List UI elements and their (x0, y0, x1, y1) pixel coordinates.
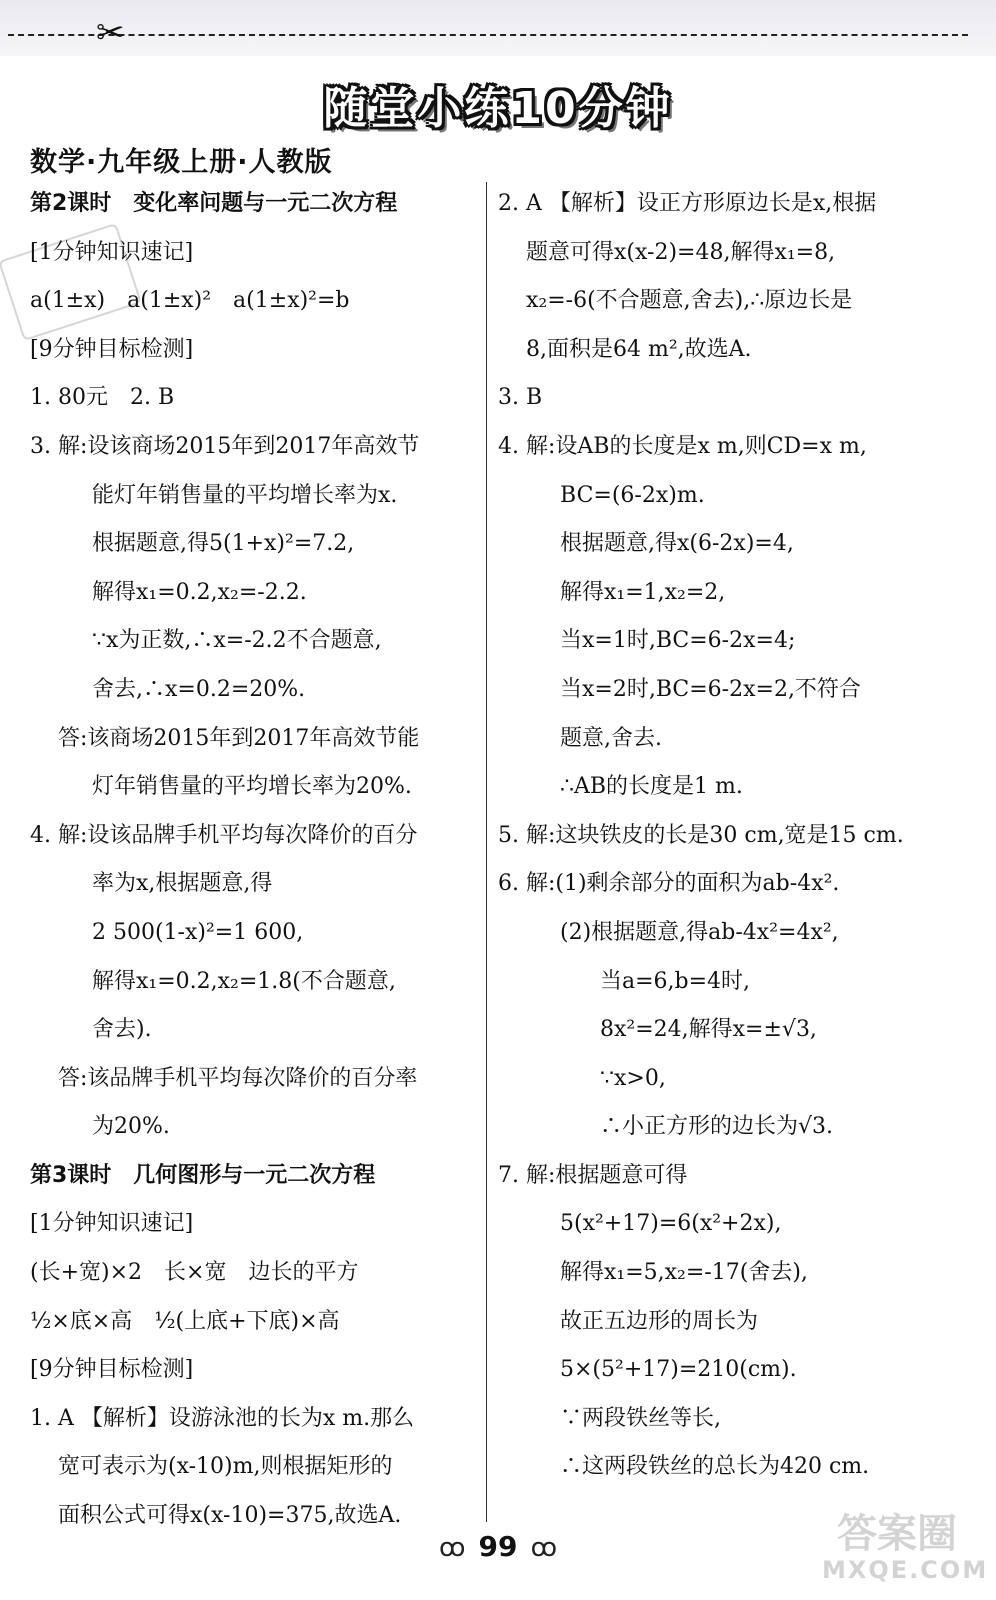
section-heading: 第3课时 几何图形与一元二次方程 (30, 1162, 376, 1188)
scissors-icon: ✂ (96, 13, 125, 53)
answer-line: [1分钟知识速记] (30, 1211, 194, 1237)
answer-line: 舍去,∴x=0.2=20%. (92, 676, 306, 702)
column-divider (486, 182, 487, 1522)
dashed-cut-line (8, 34, 968, 36)
answer-line: 解得x₁=0.2,x₂=-2.2. (92, 579, 307, 605)
answer-line: 1. 80元 2. B (30, 385, 175, 411)
answer-line: ∴小正方形的边长为√3. (600, 1114, 834, 1140)
answer-line: 面积公式可得x(x-10)=375,故选A. (58, 1503, 402, 1529)
answer-line: 5×(5²+17)=210(cm). (560, 1357, 797, 1383)
answer-line: 解得x₁=1,x₂=2, (560, 579, 726, 605)
answer-line: 4. 解:设该品牌手机平均每次降价的百分 (30, 822, 418, 848)
answer-line: 7. 解:根据题意可得 (498, 1162, 688, 1188)
page-title: 随堂小练10分钟 (323, 83, 673, 134)
answer-line: ½×底×高 ½(上底+下底)×高 (30, 1308, 340, 1334)
answer-line: 能灯年销售量的平均增长率为x. (92, 482, 398, 508)
answer-line: 5(x²+17)=6(x²+2x), (560, 1211, 782, 1237)
answer-line: 率为x,根据题意,得 (92, 871, 273, 897)
answer-line: 题意可得x(x-2)=48,解得x₁=8, (526, 239, 836, 265)
left-ornament-icon: ꝏ (438, 1533, 466, 1563)
answer-line: ∴AB的长度是1 m. (560, 774, 743, 800)
cut-line-strip (0, 0, 996, 56)
answer-line: 当x=2时,BC=6-2x=2,不符合 (560, 676, 861, 702)
answer-line: 宽可表示为(x-10)m,则根据矩形的 (58, 1454, 393, 1480)
answer-line: 灯年销售量的平均增长率为20%. (92, 774, 412, 800)
answer-line: 答:该品牌手机平均每次降价的百分率 (58, 1065, 418, 1091)
right-ornament-icon: ꝏ (530, 1533, 558, 1563)
answer-line: 8x²=24,解得x=±√3, (600, 1017, 817, 1043)
answer-line: 解得x₁=0.2,x₂=1.8(不合题意, (92, 968, 396, 994)
answer-line: 题意,舍去. (560, 725, 662, 751)
answer-line: 2. A 【解析】设正方形原边长是x,根据 (498, 191, 877, 216)
answer-line: 5. 解:这块铁皮的长是30 cm,宽是15 cm. (498, 822, 904, 848)
answer-line: ∵x>0, (600, 1065, 666, 1091)
answer-line: 当a=6,b=4时, (600, 968, 751, 994)
answer-line: 4. 解:设AB的长度是x m,则CD=x m, (498, 433, 867, 459)
answer-line: 根据题意,得5(1+x)²=7.2, (92, 531, 355, 557)
answer-line: [9分钟目标检测] (30, 1357, 194, 1383)
answer-line: 8,面积是64 m²,故选A. (526, 336, 752, 362)
answer-line: ∵两段铁丝等长, (560, 1405, 721, 1431)
answer-line: 3. B (498, 385, 543, 411)
watermark-logo (822, 1511, 989, 1592)
answer-line: 根据题意,得x(6-2x)=4, (560, 531, 794, 557)
answer-line: 3. 解:设该商场2015年到2017年高效节 (30, 433, 420, 459)
answer-line: ∴这两段铁丝的总长为420 cm. (560, 1454, 870, 1480)
answer-line: 1. A 【解析】设游泳池的长为x m.那么 (30, 1405, 415, 1431)
section-heading: 第2课时 变化率问题与一元二次方程 (30, 191, 398, 216)
answer-line: [9分钟目标检测] (30, 336, 194, 362)
answer-line: x₂=-6(不合题意,舍去),∴原边长是 (526, 288, 853, 314)
answer-line: 为20%. (92, 1114, 170, 1140)
left-column (30, 180, 482, 1541)
answer-line: 故正五边形的周长为 (560, 1308, 759, 1334)
answer-line: 2 500(1-x)²=1 600, (92, 919, 304, 945)
answer-line: BC=(6-2x)m. (560, 482, 705, 508)
page-number: 99 (478, 1530, 518, 1563)
answer-line: 当x=1时,BC=6-2x=4; (560, 628, 796, 654)
watermark-url: MXQE.COM (822, 1556, 989, 1584)
answer-line: [1分钟知识速记] (30, 239, 194, 265)
answer-line: 解得x₁=5,x₂=-17(舍去), (560, 1260, 808, 1286)
answer-line: 舍去). (92, 1017, 152, 1043)
answer-line: (长+宽)×2 长×宽 边长的平方 (30, 1260, 359, 1286)
right-column (498, 180, 968, 1492)
answer-line: ∵x为正数,∴x=-2.2不合题意, (92, 628, 382, 654)
answer-line: 答:该商场2015年到2017年高效节能 (58, 725, 420, 751)
answer-line: 6. 解:(1)剩余部分的面积为ab-4x². (498, 871, 840, 897)
watermark-text: 答案圈 (837, 1511, 957, 1557)
subject-label: 数学·九年级上册·人教版 (30, 147, 333, 178)
answer-line: a(1±x) a(1±x)² a(1±x)²=b (30, 288, 350, 314)
answer-line: (2)根据题意,得ab-4x²=4x², (560, 919, 839, 945)
